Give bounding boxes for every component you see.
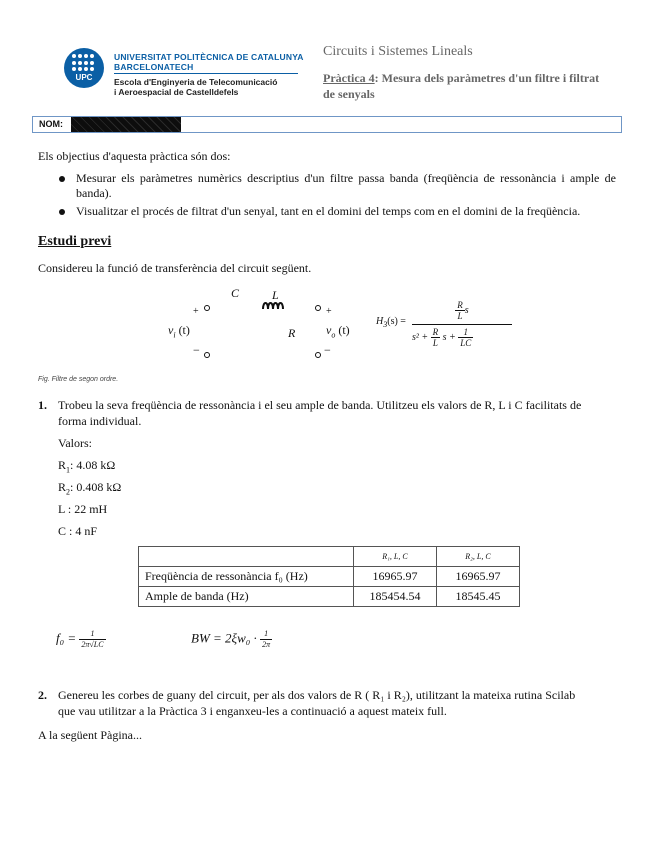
- practice-title-text: : Mesura dels paràmetres d'un filtre i filtrat de senyals: [323, 71, 600, 101]
- input-plus: +: [193, 306, 199, 317]
- output-minus: −: [324, 343, 331, 357]
- f0-formula: [56, 629, 106, 650]
- bw-lhs: BW = 2ξw₀ ·: [191, 630, 257, 646]
- bw-formula: [191, 629, 272, 650]
- table-header-cell: R₂, L, C: [437, 547, 520, 567]
- table-cell-value: 18545.45: [437, 587, 520, 607]
- table-header-row: [139, 547, 520, 567]
- output-voltage-label: $v_o$ (t): [326, 323, 350, 340]
- logo-dots-icon: [72, 54, 96, 72]
- question-2-text-line2: que vau utilitzar a la Pràctica 3 i enganxeu-les a continuació a aquest mateix full.: [58, 704, 447, 718]
- value-l: L : 22 mH: [58, 502, 108, 516]
- bullet-icon: [59, 209, 65, 215]
- table-header-cell: [139, 547, 354, 567]
- values-label: Valors:: [58, 436, 92, 450]
- input-minus: −: [193, 343, 200, 357]
- f0-fraction: $\frac{1}{2\pi√LC}$: [81, 629, 104, 649]
- practice-title: [323, 70, 613, 102]
- upc-logo: [64, 48, 104, 88]
- table-cell-label: Ample de banda (Hz): [139, 587, 354, 607]
- consider-text: Considereu la funció de transferència del circuit següent.: [38, 261, 312, 275]
- table-row: [139, 567, 520, 587]
- practice-label: Pràctica 4: [323, 71, 375, 85]
- tf-lhs-sub: 3: [383, 320, 388, 329]
- footer-text: A la següent Pàgina...: [38, 728, 142, 742]
- tf-den-s: s +: [442, 331, 456, 343]
- redacted-name: [71, 117, 181, 132]
- logo-text: UPC: [75, 73, 93, 82]
- tf-den-last-fraction: $\frac{1}{LC}$: [460, 327, 472, 348]
- resistor-label: R: [288, 326, 296, 340]
- question-1-text-line1: Trobeu la seva freqüència de ressonància i el seu ample de banda. Utilitzeu els valors de R, L i C facilitats de: [58, 398, 582, 412]
- tf-den-fraction: $\frac{R}{L}$: [432, 327, 439, 348]
- name-field[interactable]: [32, 116, 622, 133]
- figure-caption: Fig. Filtre de segon ordre.: [38, 376, 119, 383]
- intro-text: Els objectius d'aquesta pràctica són dos:: [38, 149, 231, 163]
- input-voltage-label: $v_i$ (t): [168, 323, 190, 340]
- header-divider: [114, 73, 298, 74]
- question-1-number: 1.: [38, 398, 47, 412]
- table-cell-value: 16965.97: [437, 567, 520, 587]
- question-2-text-line1: Genereu les corbes de guany del circuit, per als dos valors de R ( R₁ i R₂), utilitzant la mateixa rutina Scilab: [58, 688, 576, 702]
- tf-lhs: H: [376, 316, 384, 327]
- f0-lhs: f₀ =: [56, 630, 77, 646]
- tf-arg: (s) =: [387, 316, 406, 327]
- question-1-text-line2: forma individual.: [58, 414, 142, 428]
- university-name: UNIVERSITAT POLITÈCNICA DE CATALUNYA: [114, 52, 304, 62]
- inductor-coil-icon: [262, 301, 288, 311]
- section-title: Estudi previ: [38, 234, 112, 249]
- school-name-line2: i Aeroespacial de Castelldefels: [114, 87, 239, 97]
- bullet-icon: [59, 176, 65, 182]
- table-header-cell: R₁, L, C: [354, 547, 437, 567]
- value-c: C : 4 nF: [58, 524, 98, 538]
- bw-fraction: $\frac{1}{2\pi}$: [262, 629, 271, 649]
- objective-2: Visualitzar el procés de filtrat d'un senyal, tant en el domini del temps com en el domini de la freqüència.: [76, 204, 581, 218]
- output-plus: +: [326, 306, 332, 317]
- output-terminal-bottom: [315, 352, 321, 358]
- value-r2: $R_2$: 0.408 kΩ: [58, 480, 122, 497]
- university-subtitle: BARCELONATECH: [114, 62, 194, 72]
- table-cell-value: 16965.97: [354, 567, 437, 587]
- school-name-line1: Escola d'Enginyeria de Telecomunicació: [114, 77, 278, 87]
- tf-den-s2: s² +: [412, 331, 429, 343]
- output-terminal-top: [315, 305, 321, 311]
- input-terminal-bottom: [204, 352, 210, 358]
- input-terminal-top: [204, 305, 210, 311]
- capacitor-label: C: [231, 286, 240, 300]
- objective-1: Mesurar els paràmetres numèrics descriptius d'un filtre passa banda (freqüència de ressonància i ample de banda).: [76, 171, 616, 200]
- tf-num-s: s: [464, 304, 469, 316]
- tf-num-fraction: $\frac{R}{L}$: [457, 300, 463, 321]
- results-table: [138, 546, 520, 607]
- table-cell-label: Freqüència de ressonància f₀ (Hz): [139, 567, 354, 587]
- table-cell-value: 185454.54: [354, 587, 437, 607]
- name-label: NOM:: [39, 119, 63, 129]
- table-row: [139, 587, 520, 607]
- course-title: Circuits i Sistemes Lineals: [323, 44, 473, 59]
- question-2-number: 2.: [38, 688, 47, 702]
- value-r1: $R_1$: 4.08 kΩ: [58, 458, 116, 475]
- inductor-label: L: [272, 288, 279, 302]
